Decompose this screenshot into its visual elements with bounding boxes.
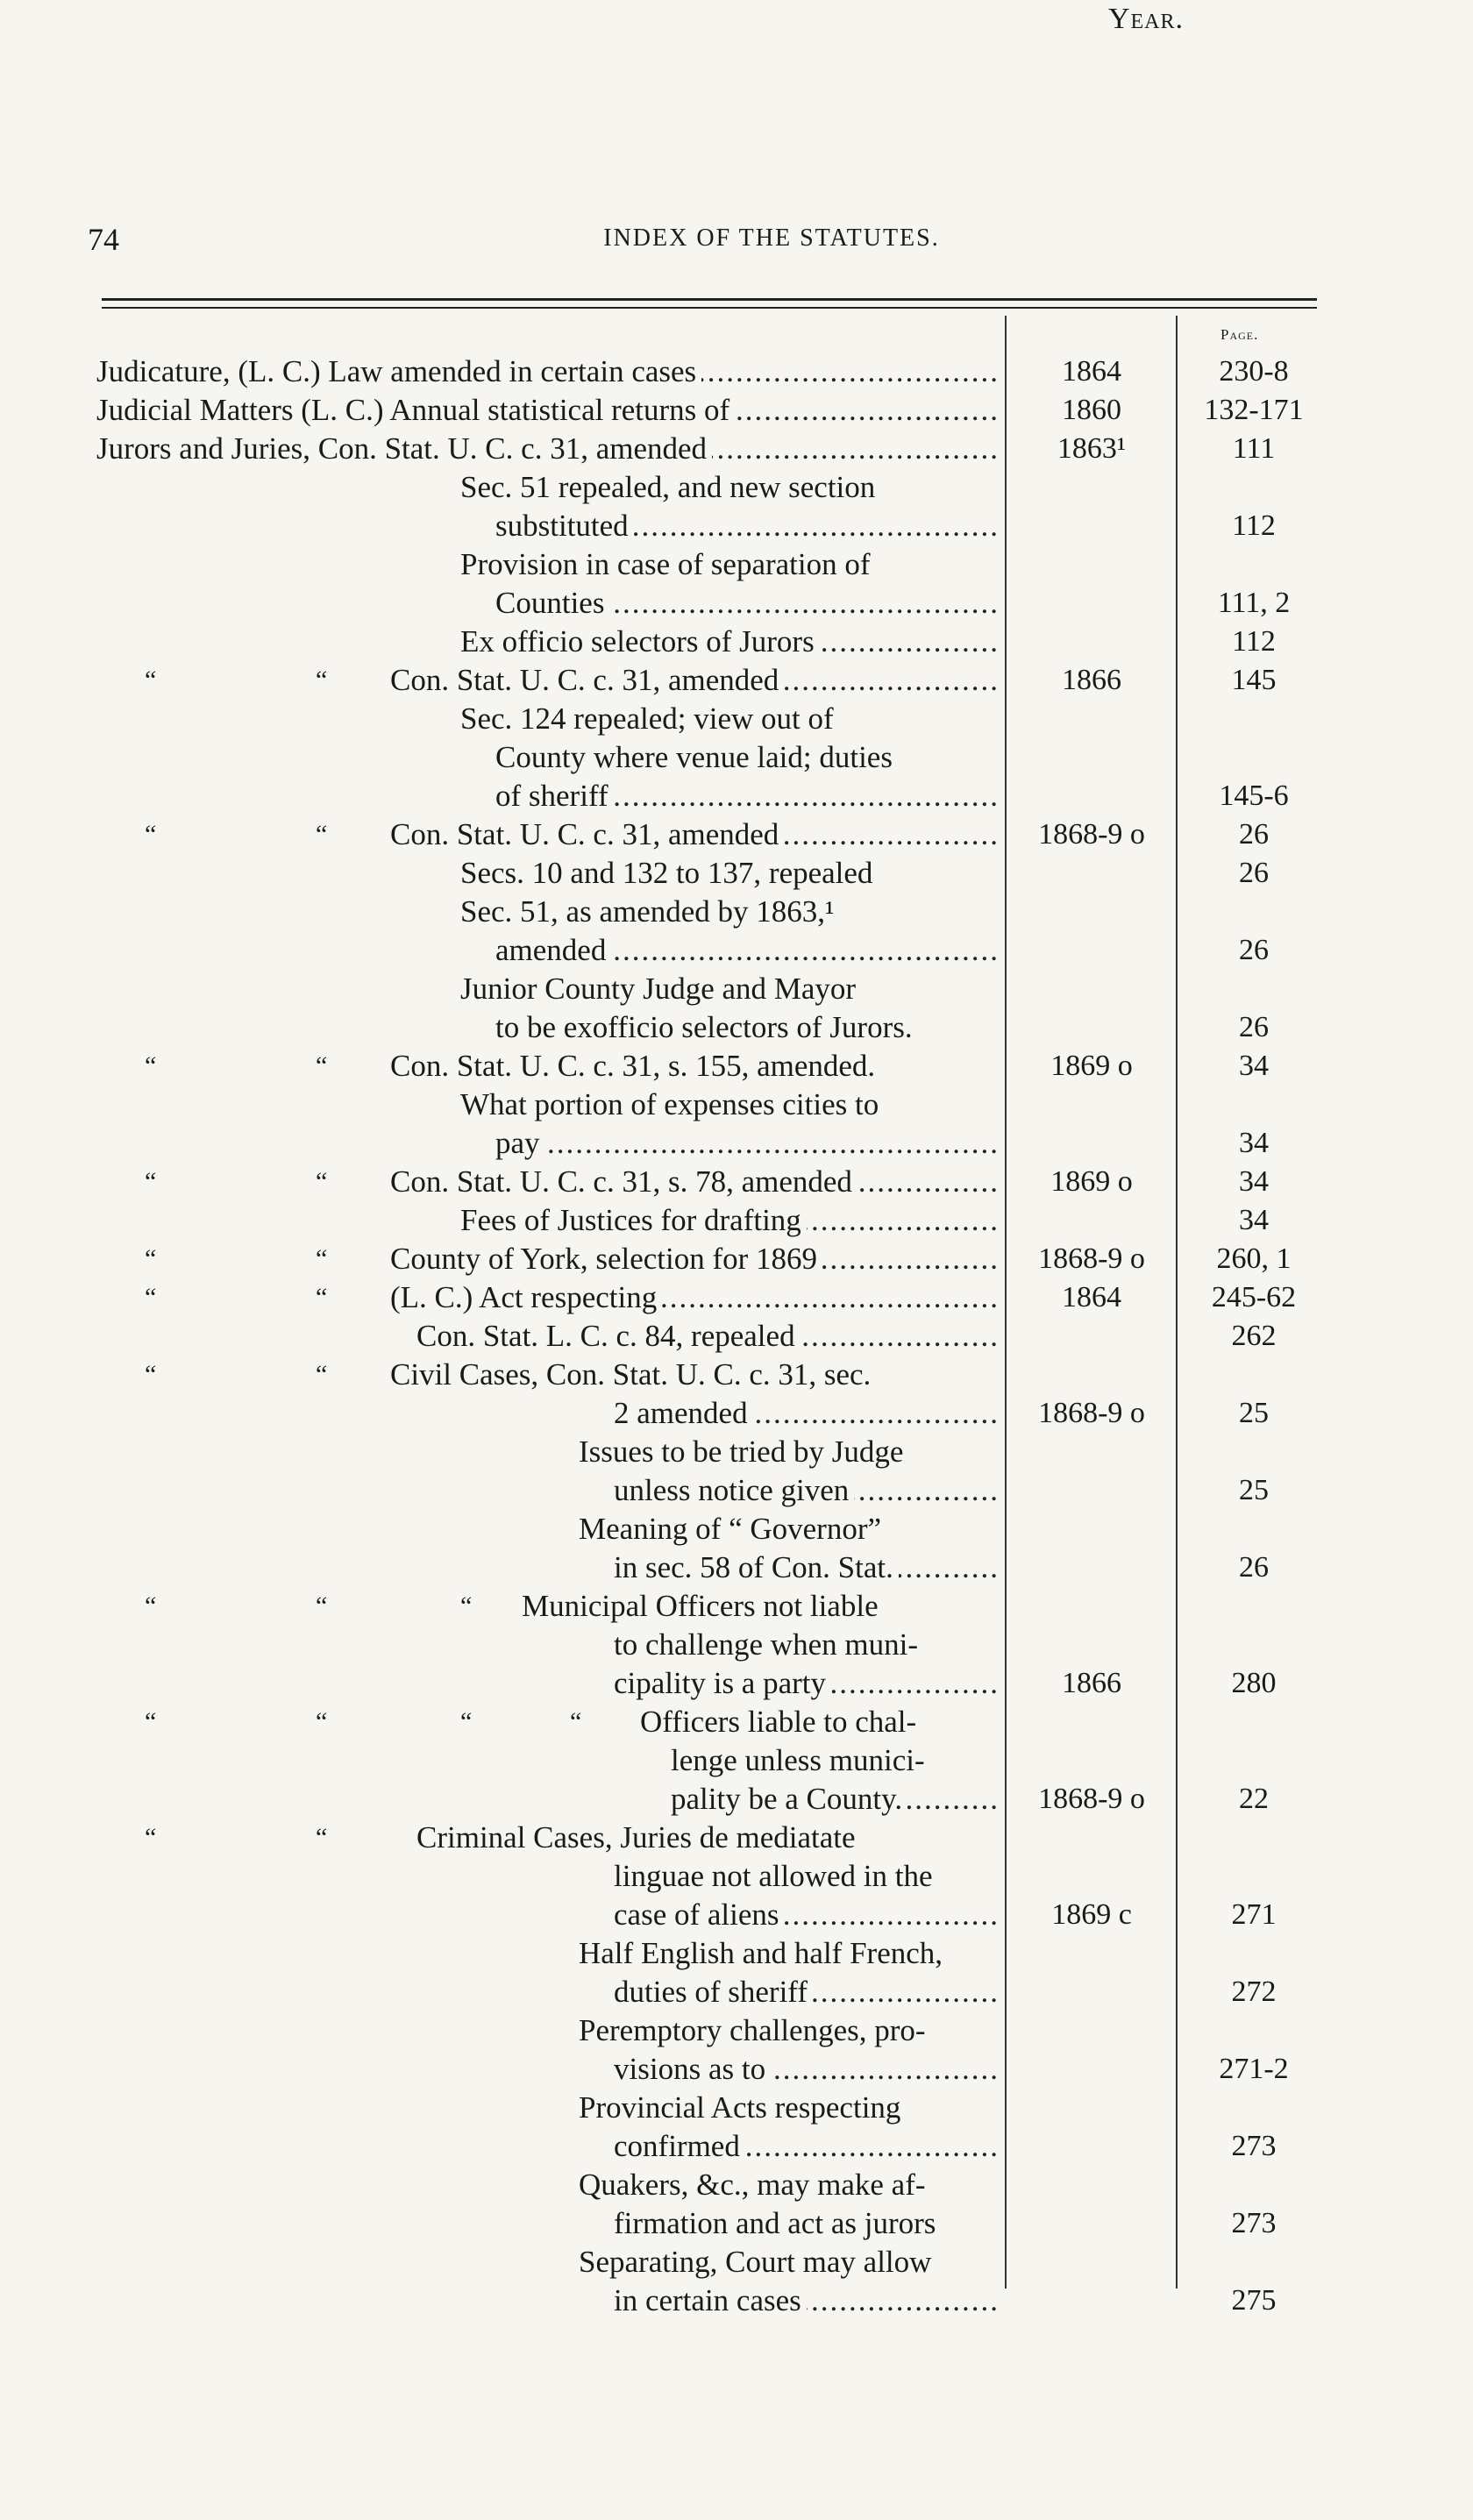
ditto-mark: “ — [316, 1051, 328, 1080]
index-entry-row — [0, 738, 1473, 777]
ditto-mark: “ — [316, 1360, 328, 1389]
entry-page: 272 — [1231, 1975, 1277, 2008]
entry-text: County of York, selection for 1869 — [390, 1242, 822, 1276]
ditto-mark: “ — [145, 1244, 157, 1273]
entry-text: Civil Cases, Con. Stat. U. C. c. 31, sec. — [390, 1357, 872, 1392]
entry-text: Judicature, (L. C.) Law amended in certain cases — [96, 354, 701, 388]
entry-year: 1868-9 o — [1038, 1242, 1145, 1275]
entry-text-cell — [614, 1896, 1000, 1934]
index-entry-row — [0, 931, 1473, 970]
entry-text-cell — [614, 2127, 1000, 2166]
entry-page: 26 — [1239, 857, 1269, 889]
entry-year: 1866 — [1062, 664, 1121, 696]
header-rule-bottom — [102, 307, 1317, 309]
entry-text-cell — [579, 1934, 1000, 1973]
entry-year: 1864 — [1062, 355, 1121, 388]
entry-text-cell — [390, 1163, 1000, 1201]
index-entry-row — [0, 854, 1473, 893]
entry-page: 271 — [1231, 1898, 1277, 1931]
index-entry-row — [0, 1973, 1473, 2011]
entry-page: 245-62 — [1211, 1281, 1297, 1313]
ditto-mark: “ — [145, 820, 157, 849]
entry-text: Criminal Cases, Juries de mediatate — [416, 1820, 856, 1854]
entry-text-cell — [614, 2050, 1000, 2089]
entry-text-cell — [614, 1626, 1000, 1664]
entry-text-cell — [614, 1857, 1000, 1896]
entry-page: 34 — [1239, 1204, 1269, 1236]
entry-text: What portion of expenses cities to — [460, 1087, 879, 1121]
entry-year: 1863¹ — [1057, 432, 1127, 465]
entry-text: visions as to — [614, 2052, 771, 2086]
entry-page: 271-2 — [1219, 2053, 1289, 2085]
index-entry-row — [0, 584, 1473, 623]
ditto-mark: “ — [316, 1591, 328, 1620]
entry-page: 25 — [1239, 1397, 1269, 1429]
ditto-mark: “ — [316, 1823, 328, 1852]
entry-text-cell — [495, 1008, 1000, 1047]
index-entry-row — [0, 815, 1473, 854]
entry-text: Junior County Judge and Mayor — [460, 972, 857, 1006]
entry-text-cell — [460, 545, 1000, 584]
entry-text: Con. Stat. U. C. c. 31, s. 155, amended. — [390, 1049, 876, 1083]
index-entry-row — [0, 1433, 1473, 1471]
entry-text-cell — [96, 352, 1000, 391]
ditto-mark: “ — [316, 1244, 328, 1273]
ditto-mark: “ — [316, 1707, 328, 1736]
entry-text-cell — [390, 661, 1000, 700]
ditto-mark: “ — [145, 666, 157, 694]
entry-text: Officers liable to chal- — [640, 1705, 917, 1739]
index-entry-row — [0, 1124, 1473, 1163]
entry-year: 1869 o — [1050, 1165, 1133, 1198]
entry-text-cell — [614, 2204, 1000, 2243]
entry-year: 1864 — [1062, 1281, 1121, 1313]
entry-page: 132-171 — [1204, 394, 1304, 426]
entry-page: 145-6 — [1219, 779, 1289, 812]
entry-page: 262 — [1231, 1320, 1277, 1352]
index-entry-row — [0, 2011, 1473, 2050]
entry-page: 111 — [1232, 432, 1276, 465]
entry-text-cell — [416, 1819, 1000, 1857]
entry-page: 34 — [1239, 1127, 1269, 1159]
ditto-mark: “ — [460, 1707, 473, 1736]
entry-page: 26 — [1239, 1011, 1269, 1043]
entry-page: 112 — [1232, 625, 1276, 658]
index-entry-row — [0, 1780, 1473, 1819]
ditto-mark: “ — [145, 1823, 157, 1852]
index-entry-row — [0, 1857, 1473, 1896]
entry-text: to be exofficio selectors of Jurors. — [495, 1010, 913, 1044]
index-entry-row — [0, 1587, 1473, 1626]
entry-text-cell — [460, 854, 1000, 893]
index-entry-row — [0, 2282, 1473, 2320]
index-entry-row — [0, 2243, 1473, 2282]
index-entry-row — [0, 352, 1473, 391]
index-entry-row — [0, 777, 1473, 815]
entry-text-cell — [579, 2166, 1000, 2204]
index-entry-row — [0, 2204, 1473, 2243]
entry-text: Judicial Matters (L. C.) Annual statistical returns of — [96, 393, 735, 427]
header-rule-top — [102, 298, 1317, 301]
index-entry-row — [0, 1664, 1473, 1703]
entry-page: 260, 1 — [1216, 1242, 1292, 1275]
index-entry-row — [0, 1086, 1473, 1124]
entry-text: County where venue laid; duties — [495, 740, 893, 774]
ditto-mark: “ — [316, 1283, 328, 1312]
entry-text: Sec. 51 repealed, and new section — [460, 470, 876, 504]
index-entry-row — [0, 2089, 1473, 2127]
index-entry-row — [0, 661, 1473, 700]
entry-text: Municipal Officers not liable — [522, 1589, 879, 1623]
entry-text: Con. Stat. U. C. c. 31, amended — [390, 663, 784, 697]
entry-page: 25 — [1239, 1474, 1269, 1506]
entry-text: confirmed — [614, 2129, 745, 2163]
entry-text-cell — [460, 700, 1000, 738]
entry-text-cell — [460, 893, 1000, 931]
entry-text-cell — [390, 1240, 1000, 1278]
entry-text: case of aliens — [614, 1897, 785, 1932]
index-entry-row — [0, 1240, 1473, 1278]
entry-year: 1868-9 o — [1038, 818, 1145, 851]
entry-page: 273 — [1231, 2130, 1277, 2162]
entry-text: Sec. 51, as amended by 1863,¹ — [460, 894, 835, 929]
entry-page: 273 — [1231, 2207, 1277, 2239]
entry-text: Provincial Acts respecting — [579, 2090, 901, 2125]
index-entry-row — [0, 1278, 1473, 1317]
entry-text: Con. Stat. U. C. c. 31, s. 78, amended — [390, 1164, 857, 1199]
entry-page: 26 — [1239, 934, 1269, 966]
entry-page: 280 — [1231, 1667, 1277, 1699]
entry-text-cell — [495, 931, 1000, 970]
ditto-mark: “ — [145, 1283, 157, 1312]
index-entry-row — [0, 391, 1473, 430]
entry-page: 34 — [1239, 1165, 1269, 1198]
index-entry-row — [0, 1896, 1473, 1934]
index-entry-row — [0, 970, 1473, 1008]
entry-text-cell — [495, 777, 1000, 815]
entry-page: 112 — [1232, 509, 1276, 542]
entry-text: 2 amended — [614, 1396, 753, 1430]
entry-text: (L. C.) Act respecting — [390, 1280, 662, 1314]
entry-text-cell — [460, 970, 1000, 1008]
index-entry-row — [0, 430, 1473, 468]
index-entry-row — [0, 2166, 1473, 2204]
entry-text-cell — [614, 1664, 1000, 1703]
entry-text: Meaning of “ Governor” — [579, 1512, 882, 1546]
entry-text: cipality is a party — [614, 1666, 831, 1700]
entry-text-cell — [579, 1510, 1000, 1548]
entry-text-cell — [390, 1278, 1000, 1317]
entry-text-cell — [671, 1780, 1000, 1819]
entry-page: 230-8 — [1219, 355, 1289, 388]
entry-text: Con. Stat. L. C. c. 84, repealed — [416, 1319, 801, 1353]
entry-text-cell — [416, 1317, 1000, 1356]
index-entry-row — [0, 1394, 1473, 1433]
index-entry-row — [0, 1741, 1473, 1780]
entry-text: Separating, Court may allow — [579, 2245, 932, 2279]
index-entry-row — [0, 468, 1473, 507]
index-entry-row — [0, 1626, 1473, 1664]
ditto-mark: “ — [145, 1707, 157, 1736]
entry-text: pality be a County. — [671, 1782, 907, 1816]
page-number: 74 — [88, 222, 119, 257]
entry-page: 111, 2 — [1217, 587, 1291, 619]
index-entry-row — [0, 700, 1473, 738]
index-entry-row — [0, 1934, 1473, 1973]
entry-text: lenge unless munici- — [671, 1743, 925, 1777]
entry-text-cell — [579, 2243, 1000, 2282]
entry-text: duties of sheriff — [614, 1975, 813, 2009]
entry-text: in sec. 58 of Con. Stat. — [614, 1550, 899, 1584]
running-title: INDEX OF THE STATUTES. — [603, 224, 940, 252]
entry-text: Jurors and Juries, Con. Stat. U. C. c. 31, amended — [96, 431, 712, 466]
entry-text: Peremptory challenges, pro- — [579, 2013, 926, 2047]
entry-year: 1869 c — [1051, 1898, 1132, 1931]
entry-page: 275 — [1231, 2284, 1277, 2317]
entry-text-cell — [495, 738, 1000, 777]
entry-text-cell — [614, 1394, 1000, 1433]
entry-text-cell — [390, 1047, 1000, 1086]
page-header — [88, 221, 1315, 256]
entry-text-cell — [495, 507, 1000, 545]
entry-text: Sec. 124 repealed; view out of — [460, 701, 834, 736]
entry-text-cell — [579, 2011, 1000, 2050]
entry-text-cell — [640, 1703, 1000, 1741]
entry-text-cell — [579, 2089, 1000, 2127]
entry-text-cell — [614, 1471, 1000, 1510]
entry-text: Counties — [495, 586, 609, 620]
entry-text: to challenge when muni- — [614, 1627, 918, 1662]
entry-text-cell — [390, 1356, 1000, 1394]
entry-year: 1860 — [1062, 394, 1121, 426]
entry-text: Provision in case of separation of — [460, 547, 871, 581]
entry-text: pay — [495, 1126, 545, 1160]
entry-page: 34 — [1239, 1050, 1269, 1082]
entry-text-cell — [579, 1433, 1000, 1471]
entry-page: 26 — [1239, 1551, 1269, 1584]
entry-text: Half English and half French, — [579, 1936, 943, 1970]
entry-text-cell — [390, 815, 1000, 854]
index-entry-row — [0, 1201, 1473, 1240]
entry-text: Issues to be tried by Judge — [579, 1434, 904, 1469]
entry-text: Secs. 10 and 132 to 137, repealed — [460, 856, 873, 890]
entry-text: amended — [495, 933, 611, 967]
entry-text: firmation and act as jurors — [614, 2206, 936, 2240]
entry-text-cell — [522, 1587, 1000, 1626]
entry-text: in certain cases — [614, 2283, 807, 2317]
index-entry-row — [0, 545, 1473, 584]
entry-year: 1866 — [1062, 1667, 1121, 1699]
entry-text: unless notice given — [614, 1473, 854, 1507]
entry-text: linguae not allowed in the — [614, 1859, 933, 1893]
ditto-mark: “ — [316, 1167, 328, 1196]
entry-text-cell — [460, 1201, 1000, 1240]
index-entry-row — [0, 507, 1473, 545]
entry-text: of sheriff — [495, 779, 614, 813]
entry-page: 26 — [1239, 818, 1269, 851]
index-entry-row — [0, 1317, 1473, 1356]
entry-year: 1869 o — [1050, 1050, 1133, 1082]
entry-text: substituted — [495, 509, 634, 543]
index-entry-row — [0, 1703, 1473, 1741]
index-entry-row — [0, 623, 1473, 661]
ditto-mark: “ — [316, 820, 328, 849]
entry-text-cell — [460, 623, 1000, 661]
index-entry-row — [0, 1510, 1473, 1548]
entry-page: 145 — [1231, 664, 1277, 696]
entry-text-cell — [614, 1973, 1000, 2011]
entry-text: Con. Stat. U. C. c. 31, amended — [390, 817, 784, 851]
entry-text: Quakers, &c., may make af- — [579, 2168, 926, 2202]
ditto-mark: “ — [145, 1591, 157, 1620]
index-entry-row — [0, 1047, 1473, 1086]
entry-text-cell — [460, 1086, 1000, 1124]
entry-year: 1868-9 o — [1038, 1783, 1145, 1815]
entry-year: 1868-9 o — [1038, 1397, 1145, 1429]
index-entry-row — [0, 1471, 1473, 1510]
entry-text-cell — [614, 2282, 1000, 2320]
ditto-mark: “ — [145, 1167, 157, 1196]
column-header-page: Page. — [1220, 326, 1259, 343]
column-header-year: Year. — [1107, 3, 1185, 35]
entry-text-cell — [96, 430, 1000, 468]
ditto-mark: “ — [316, 666, 328, 694]
index-entry-row — [0, 1008, 1473, 1047]
entry-text-cell — [96, 391, 1000, 430]
index-entry-row — [0, 893, 1473, 931]
entry-text-cell — [495, 1124, 1000, 1163]
ditto-mark: “ — [460, 1591, 473, 1620]
entry-text-cell — [671, 1741, 1000, 1780]
ditto-mark: “ — [570, 1707, 582, 1736]
index-entry-row — [0, 2050, 1473, 2089]
index-entry-row — [0, 1356, 1473, 1394]
index-entry-row — [0, 1819, 1473, 1857]
entry-text-cell — [495, 584, 1000, 623]
entry-text: Ex officio selectors of Jurors — [460, 624, 820, 658]
ditto-mark: “ — [145, 1360, 157, 1389]
index-entry-row — [0, 1163, 1473, 1201]
entry-text-cell — [614, 1548, 1000, 1587]
ditto-mark: “ — [145, 1051, 157, 1080]
index-entry-row — [0, 2127, 1473, 2166]
entry-page: 22 — [1239, 1783, 1269, 1815]
entry-text: Fees of Justices for drafting — [460, 1203, 807, 1237]
entry-text-cell — [460, 468, 1000, 507]
index-entry-row — [0, 1548, 1473, 1587]
